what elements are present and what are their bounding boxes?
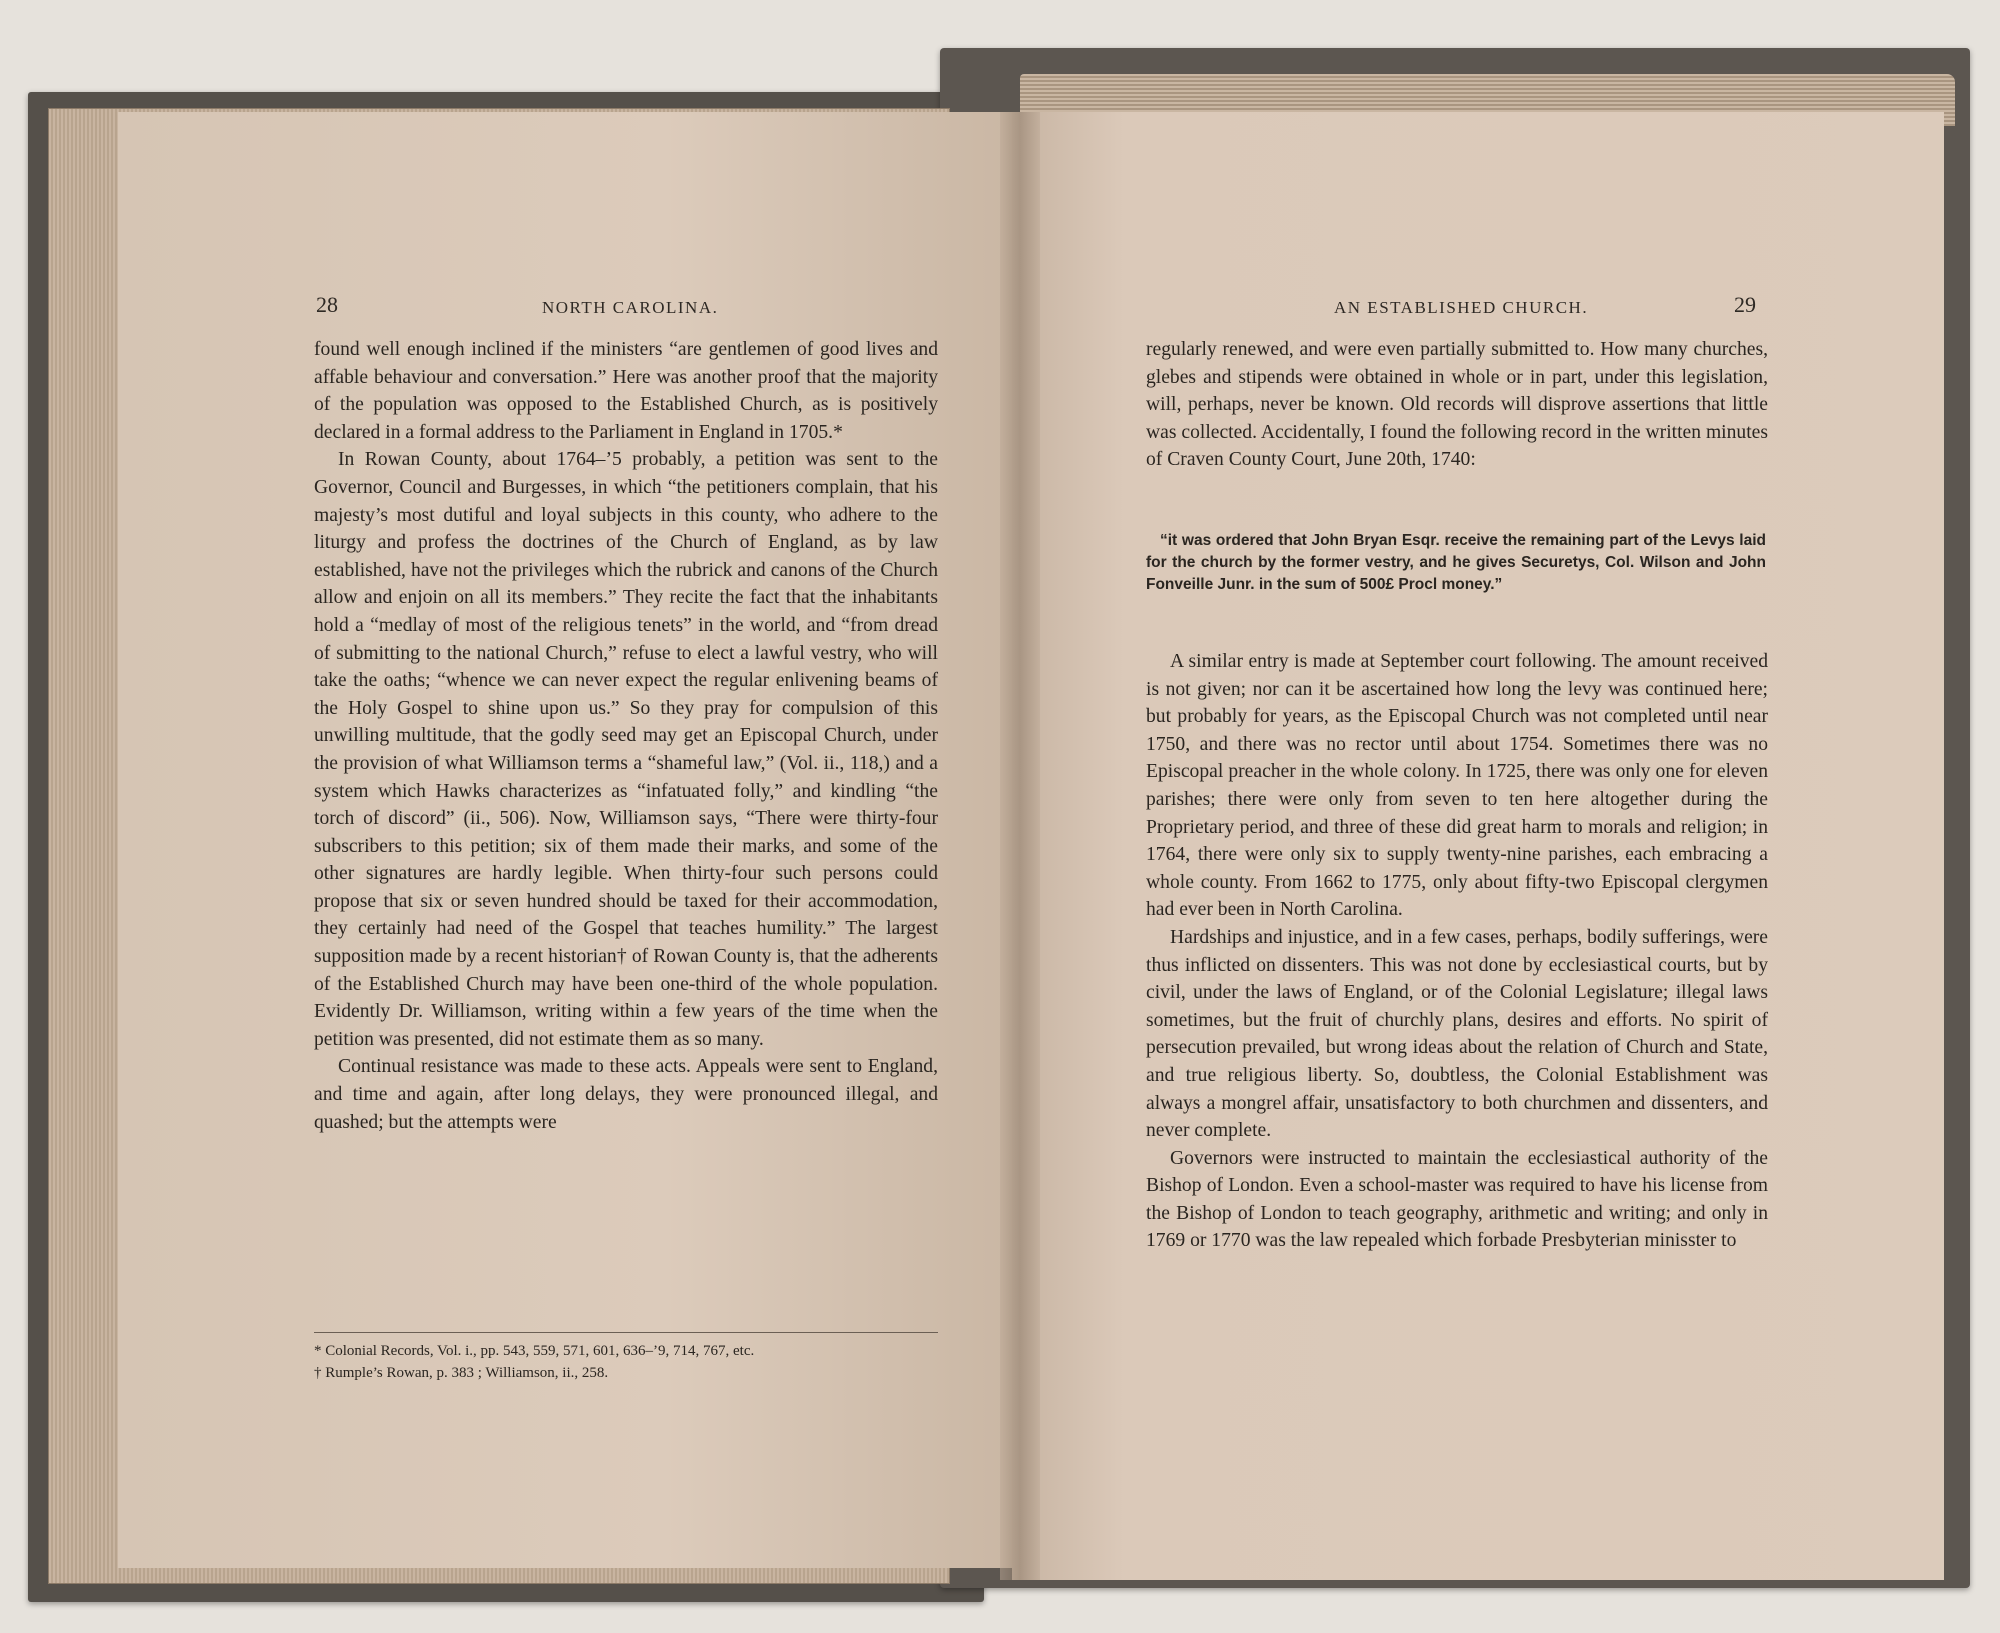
footnotes xyxy=(314,1340,954,1384)
paragraph: A similar entry is made at September court following. The amount received is not given; nor can it be ascertained how long the levy was continued here; but probably for years, as the Episcopal Church was not completed until near 1750, and there was no rector until about 1754. Sometimes there was no Episcopal preacher in the whole colony. In 1725, there was only one for eleven parishes; there were only from seven to ten here altogether during the Proprietary period, and three of these did great harm to morals and religion; in 1764, there were only six to supply twenty-nine parishes, each embracing a whole county. From 1662 to 1775, only about fifty-two Episcopal clergymen had ever been in North Carolina. xyxy=(1146,651,1768,921)
paragraph: found well enough inclined if the ministers “are gentlemen of good lives and affable behaviour and conversation.” Here was another proof that the majority of the population was opposed to the Established Church, as is positively declared in a formal address to the Parliament in England in 1705.* xyxy=(314,339,938,443)
paragraph: Hardships and injustice, and in a few cases, perhaps, bodily sufferings, were thus inflicted on dissenters. This was not done by ecclesiastical courts, but by civil, under the laws of England, or of the Colonial Legislature; illegal laws sometimes, but the fruit of churchly plans, desires and efforts. No spirit of persecution prevailed, but wrong ideas about the relation of Church and State, and true religious liberty. So, doubtless, the Colonial Establishment was always a mongrel affair, unsatisfactory to both churchmen and dissenters, and never complete. xyxy=(1146,926,1768,1142)
page-number: 29 xyxy=(1734,292,1756,317)
left-page xyxy=(118,112,1030,1568)
footnote-rule xyxy=(314,1332,938,1333)
right-page-text-top xyxy=(1146,336,1768,474)
page-number: 28 xyxy=(316,292,338,317)
footnote: * Colonial Records, Vol. i., pp. 543, 559, 571, 601, 636–’9, 714, 767, etc. xyxy=(314,1343,755,1359)
running-head: AN ESTABLISHED CHURCH. xyxy=(1334,298,1589,317)
paragraph: Governors were instructed to maintain the ecclesiastical authority of the Bishop of London. Even a school-master was required to have his license from the Bishop of London to teach geography, arithmetic and writing; and only in 1769 or 1770 was the law repealed which forbade Presbyterian minisster to xyxy=(1146,1147,1768,1252)
quoted-record: “it was ordered that John Bryan Esqr. receive the remaining part of the Levys laid for the church by the former vestry, and he gives Securetys, Col. Wilson and John Fonveille Junr. in the sum of 500£ Procl money.” xyxy=(1146,532,1766,593)
left-page-text xyxy=(314,336,938,1136)
paragraph: regularly renewed, and were even partially submitted to. How many churches, glebes and stipends were obtained in whole or in part, under this legislation, will, perhaps, never be known. Old records will disprove assertions that little was collected. Accidentally, I found the following record in the written minutes of Craven County Court, June 20th, 1740: xyxy=(1146,339,1768,471)
right-page xyxy=(1012,112,1944,1580)
right-page-text xyxy=(1146,648,1768,1255)
paragraph: Continual resistance was made to these acts. Appeals were sent to England, and time and again, after long delays, they were pronounced illegal, and quashed; but the attempts were xyxy=(314,1056,938,1133)
paragraph: In Rowan County, about 1764–’5 probably, a petition was sent to the Governor, Council and Burgesses, in which “the petitioners complain, that his majesty’s most dutiful and loyal subjects in this county, who adhere to the liturgy and profess the doctrines of the Church of England, as by law established, have not the privileges which the rubrick and canons of the Church allow and enjoin on all its members.” They recite the fact that the inhabitants hold a “medlay of most of the religious tenets” in the world, and “from dread of submitting to the national Church,” refuse to elect a lawful vestry, who will take the oaths; “whence we can never expect the regular enlivening beams of the Holy Gospel to shine upon us.” So they pray for compulsion of this unwilling multitude, that the godly seed may get an Episcopal Church, under the provision of what Williamson terms a “shameful law,” (Vol. ii., 118,) and a system which Hawks characterizes as “infatuated folly,” and kindling “the torch of discord” (ii., 506). Now, Williamson says, “There were thirty-four subscribers to this petition; six of them made their marks, and some of the other signatures are hardly legible. When thirty-four such persons could propose that six or seven hundred should be taxed for their accommodation, they certainly had need of the Gospel that teaches humility.” The largest supposition made by a recent historian† of Rowan County is, that the adherents of the Established Church may have been one-third of the whole population. Evidently Dr. Williamson, writing within a few years of the time when the petition was presented, did not estimate them as so many. xyxy=(314,449,938,1050)
book-gutter xyxy=(1000,112,1040,1580)
running-head: NORTH CAROLINA. xyxy=(542,298,719,317)
footnote: † Rumple’s Rowan, p. 383 ; Williamson, ii., 258. xyxy=(314,1365,609,1381)
